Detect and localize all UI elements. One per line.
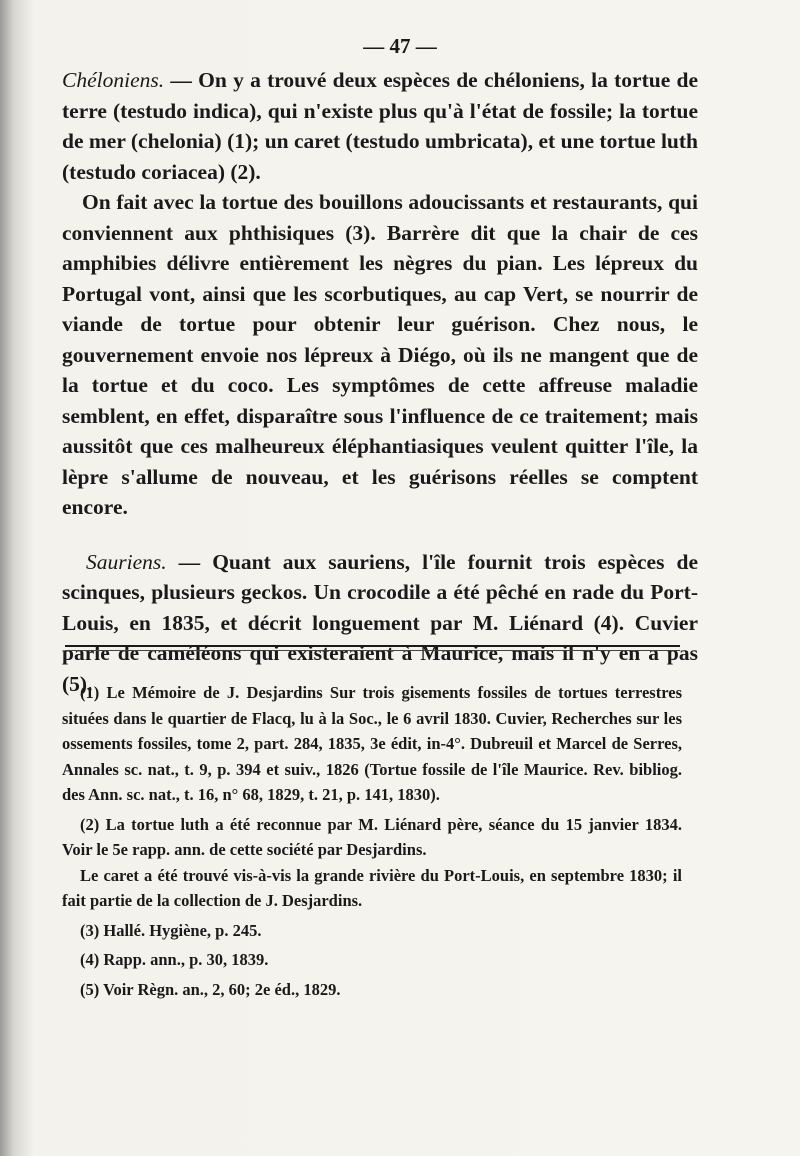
footnote-divider-thin bbox=[65, 650, 680, 651]
paragraph-cheloniens bbox=[62, 65, 698, 187]
footnote-5: (5) Voir Règn. an., 2, 60; 2e éd., 1829. bbox=[80, 979, 341, 999]
page-number: — 47 — bbox=[363, 34, 437, 58]
footnote-2: (2) La tortue luth a été reconnue par M. Liénard père, séance du 15 janvier 1834. Voir le 5e rapp. ann. de cette société par Desjardins. bbox=[62, 814, 682, 859]
main-text bbox=[62, 65, 698, 699]
section-heading-cheloniens: Chéloniens. bbox=[62, 68, 165, 92]
paragraph-sauriens bbox=[62, 547, 698, 700]
footnote-2-continued: Le caret a été trouvé vis-à-vis la grande rivière du Port-Louis, en septembre 1830; il fait partie de la collection de J. Desjardins. bbox=[62, 865, 682, 910]
section-heading-sauriens: Sauriens. bbox=[86, 549, 167, 574]
footnote-1: (1) Le Mémoire de J. Desjardins Sur trois gisements fossiles de tortues terrestres situées dans le quartier de Flacq, lu à la Soc., le 6 avril 1830. Cuvier, Recherches sur les ossements fossiles, tome 2, part. 284, 1835, 3e édit, in-4°. Dubreuil et Marcel de Serres, Annales sc. nat., t. 9, p. 394 et suiv., 1826 (Tortue fossile de l'île Maurice. Rev. bibliog. des Ann. sc. nat., t. 16, n° 68, 1829, t. 21, p. 141, 1830). bbox=[62, 683, 682, 804]
paragraph-tortue: On fait avec la tortue des bouillons adoucissants et restaurants, qui conviennent aux phthisiques (3). Barrère dit que la chair de ces amphibies délivre entièrement les nègres du pian. Les lépreux du Portugal vont, ainsi que les scorbutiques, au cap Vert, se nourrir de viande de tortue pour obtenir leur guérison. Chez nous, le gouvernement envoie nos lépreux à Diégo, où ils ne mangent que de la tortue et du coco. Les symptômes de cette affreuse maladie semblent, en effet, disparaître sous l'influence de ce traitement; mais aussitôt que ces malheureux éléphantiasiques veulent quitter l'île, la lèpre s'allume de nouveau, et les guérisons réelles se comptent encore. bbox=[62, 190, 698, 519]
footnotes bbox=[62, 680, 682, 1002]
paragraph-cheloniens-text: — On y a trouvé deux espèces de chéloniens, la tortue de terre (testudo indica), qui n'existe plus qu'à l'état de fossile; la tortue de mer (chelonia) (1); un caret (testudo umbricata), et une tortue luth (testudo coriacea) (2). bbox=[62, 68, 698, 184]
footnote-4: (4) Rapp. ann., p. 30, 1839. bbox=[80, 950, 269, 969]
footnote-3: (3) Hallé. Hygiène, p. 245. bbox=[80, 920, 262, 940]
paragraph-sauriens-text: — Quant aux sauriens, l'île fournit trois espèces de scinques, plusieurs geckos. Un crocodile a été pêché en rade du Port-Louis, en 1835, et décrit longuement par M. Liénard (4). Cuvier parle de caméléons qui existeraient à Maurice, mais il n'y en a pas (5). bbox=[62, 549, 698, 696]
footnote-divider bbox=[65, 645, 680, 647]
